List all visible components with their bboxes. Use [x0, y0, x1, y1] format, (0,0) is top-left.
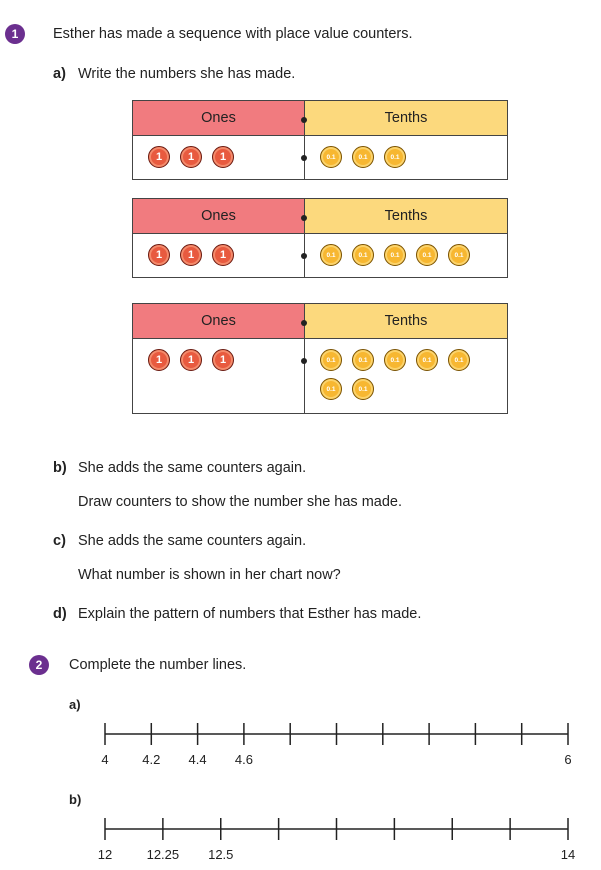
ones-header: Ones: [133, 304, 305, 338]
decimal-point: [301, 253, 307, 259]
q2-part-b-label: b): [69, 792, 82, 807]
part-c-text-2: What number is shown in her chart now?: [78, 567, 341, 583]
decimal-point: [301, 155, 307, 161]
number-line-label: 12: [97, 847, 113, 862]
tenth-counter: 0.1: [352, 244, 374, 266]
question-2-intro: Complete the number lines.: [69, 657, 247, 673]
number-line-label: 6: [564, 752, 572, 767]
tenth-counter: 0.1: [352, 146, 374, 168]
one-counter: 1: [180, 349, 202, 371]
tenth-counter: 0.1: [416, 349, 438, 371]
one-counter: 1: [148, 146, 170, 168]
tenth-counter: 0.1: [320, 378, 342, 400]
tenth-counter: 0.1: [320, 244, 342, 266]
question-1-number: 1: [11, 27, 19, 41]
one-counter: 1: [148, 244, 170, 266]
one-counter: 1: [180, 146, 202, 168]
tenth-counter: 0.1: [416, 244, 438, 266]
one-counter: 1: [212, 244, 234, 266]
tenth-counter: 0.1: [384, 349, 406, 371]
number-line-label: 12.5: [208, 847, 234, 862]
question-2-badge: [29, 655, 49, 675]
question-2-number: 2: [35, 658, 43, 672]
number-line-label: 14: [560, 847, 576, 862]
part-a-text: Write the numbers she has made.: [78, 66, 296, 82]
decimal-point: [301, 320, 307, 326]
part-d-label: d): [53, 606, 67, 622]
decimal-point: [301, 117, 307, 123]
tenths-header: Tenths: [305, 101, 507, 135]
number-line-a: [90, 712, 585, 772]
tenths-header: Tenths: [305, 199, 507, 233]
tenth-counter: 0.1: [384, 244, 406, 266]
number-line-label: 4.2: [142, 752, 161, 767]
part-c-text: She adds the same counters again.: [78, 533, 307, 549]
tenth-counter: 0.1: [352, 378, 374, 400]
place-value-table-2: [132, 198, 508, 278]
tenth-counter: 0.1: [320, 349, 342, 371]
number-line-label: 4.4: [188, 752, 207, 767]
tenth-counter: 0.1: [320, 146, 342, 168]
number-line-label: 4: [101, 752, 109, 767]
one-counter: 1: [148, 349, 170, 371]
tenths-header: Tenths: [305, 304, 507, 338]
one-counter: 1: [180, 244, 202, 266]
part-b-text-2: Draw counters to show the number she has made.: [78, 494, 402, 510]
ones-header: Ones: [133, 199, 305, 233]
place-value-table-1: [132, 100, 508, 180]
tenth-counter: 0.1: [448, 244, 470, 266]
one-counter: 1: [212, 349, 234, 371]
part-b-label: b): [53, 460, 67, 476]
number-line-label: 4.6: [234, 752, 253, 767]
part-b-text: She adds the same counters again.: [78, 460, 307, 476]
number-line-b: [90, 807, 585, 865]
tenth-counter: 0.1: [448, 349, 470, 371]
part-d-text: Explain the pattern of numbers that Esther has made.: [78, 606, 422, 622]
q2-part-a-label: a): [69, 697, 81, 712]
ones-header: Ones: [133, 101, 305, 135]
tenth-counter: 0.1: [352, 349, 374, 371]
number-line-label: 12.25: [146, 847, 180, 862]
decimal-point: [301, 215, 307, 221]
part-a-label: a): [53, 66, 66, 82]
tenth-counter: 0.1: [384, 146, 406, 168]
one-counter: 1: [212, 146, 234, 168]
decimal-point: [301, 358, 307, 364]
question-1-badge: [5, 24, 25, 44]
part-c-label: c): [53, 533, 66, 549]
question-1-intro: Esther has made a sequence with place value counters.: [53, 26, 413, 42]
